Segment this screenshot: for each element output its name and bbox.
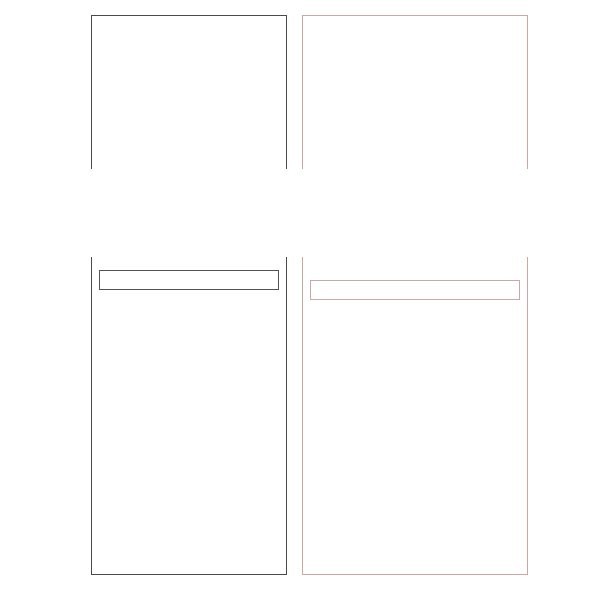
music-staff [88,168,538,258]
pointer-box [99,270,279,290]
right-column-top [302,15,528,169]
right-column-bottom [302,257,528,575]
harmonics-staff-band [88,168,538,258]
left-column-bottom [91,257,287,575]
tipp-box [310,280,520,300]
left-column-top [91,15,287,169]
